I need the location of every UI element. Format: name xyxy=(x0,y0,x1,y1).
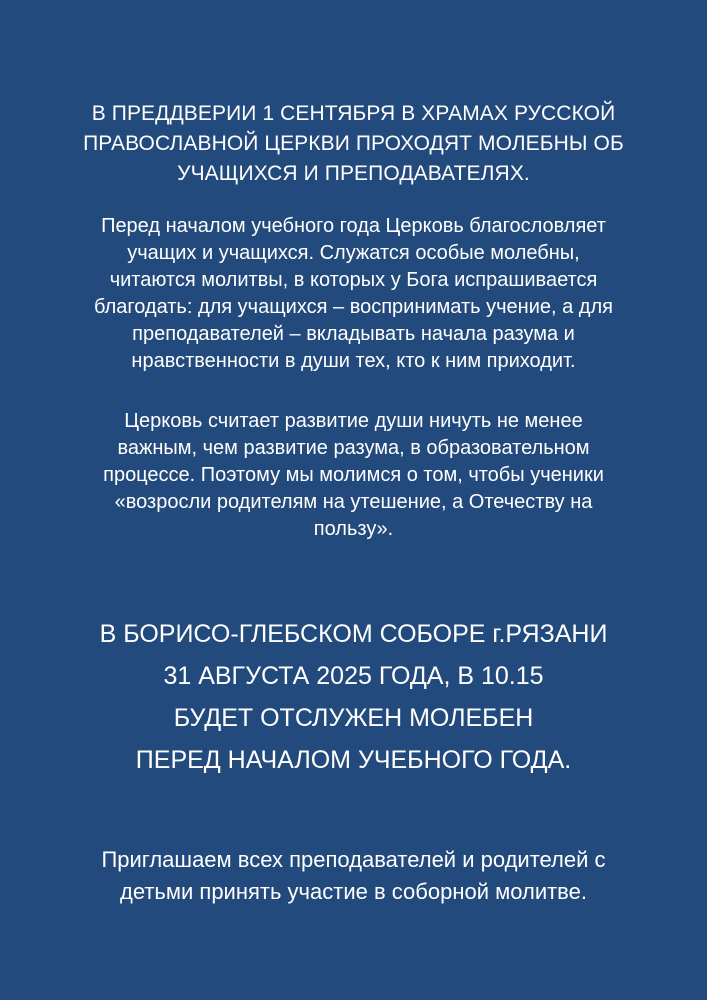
paragraph-line: нравственности в души тех, кто к ним приходит. xyxy=(131,350,576,372)
paragraph-line: пользу». xyxy=(313,518,394,540)
paragraph-line: «возросли родителям на утешение, а Отечеству на xyxy=(114,491,593,513)
paragraph-line: Перед началом учебного года Церковь благословляет xyxy=(101,215,606,237)
headline-line: В ПРЕДДВЕРИИ 1 СЕНТЯБРЯ В ХРАМАХ РУССКОЙ xyxy=(91,102,616,125)
invitation xyxy=(30,844,677,908)
announcement-line: 31 АВГУСТА 2025 ГОДА, В 10.15 xyxy=(163,662,544,690)
announcement-line: ПЕРЕД НАЧАЛОМ УЧЕБНОГО ГОДА. xyxy=(135,746,572,774)
headline-line: ПРАВОСЛАВНОЙ ЦЕРКВИ ПРОХОДЯТ МОЛЕБНЫ ОБ xyxy=(83,132,624,155)
paragraph-line: преподавателей – вкладывать начала разума и xyxy=(132,323,575,345)
invitation-line: детьми принять участие в соборной молитве. xyxy=(120,879,587,904)
headline-line: УЧАЩИХСЯ И ПРЕПОДАВАТЕЛЯХ. xyxy=(177,162,530,185)
paragraph-line: важным, чем развитие разума, в образовательном xyxy=(117,437,590,459)
headline xyxy=(30,99,677,189)
body-paragraph-blessing xyxy=(30,213,677,375)
invitation-line: Приглашаем всех преподавателей и родителей с xyxy=(101,847,606,872)
paragraph-line: благодать: для учащихся – воспринимать учение, а для xyxy=(94,296,613,318)
paragraph-line: читаются молитвы, в которых у Бога испрашивается xyxy=(109,269,598,291)
service-announcement xyxy=(30,613,677,781)
paragraph-line: процессе. Поэтому мы молимся о том, чтобы ученики xyxy=(103,464,604,486)
body-paragraph-soul-development xyxy=(30,408,677,543)
announcement-line: В БОРИСО-ГЛЕБСКОМ СОБОРЕ г.РЯЗАНИ xyxy=(99,620,608,648)
paragraph-line: Церковь считает развитие души ничуть не менее xyxy=(124,410,583,432)
announcement-line: БУДЕТ ОТСЛУЖЕН МОЛЕБЕН xyxy=(173,704,534,732)
paragraph-line: учащих и учащихся. Служатся особые молебны, xyxy=(127,242,580,264)
